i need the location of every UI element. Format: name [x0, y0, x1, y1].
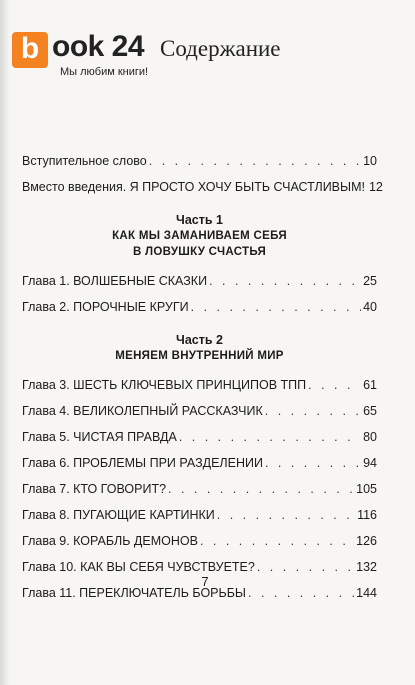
toc-entry-title: Вместо введения. Я ПРОСТО ХОЧУ БЫТЬ СЧАСТЛИВЫМ!: [22, 180, 365, 194]
dot-leader: [179, 426, 361, 448]
toc-entry-page: 94: [363, 456, 377, 470]
toc-entry: [22, 270, 377, 292]
dot-leader: [265, 452, 361, 474]
toc-entry-title: Глава 2. ПОРОЧНЫЕ КРУГИ: [22, 300, 189, 314]
toc-entry-title: Глава 8. ПУГАЮЩИЕ КАРТИНКИ: [22, 508, 215, 522]
part-title-line: МЕНЯЕМ ВНУТРЕННИЙ МИР: [115, 350, 284, 362]
toc-entry-page: 116: [357, 508, 377, 522]
dot-leader: [257, 556, 354, 578]
dot-leader: [308, 374, 361, 396]
dot-leader: [191, 296, 361, 318]
toc-entry-page: 40: [363, 300, 377, 314]
toc-entry-title: Глава 5. ЧИСТАЯ ПРАВДА: [22, 430, 177, 444]
toc-entry-title: Вступительное слово: [22, 154, 147, 168]
toc-entry-page: 10: [363, 154, 377, 168]
toc-entry-title: Глава 6. ПРОБЛЕМЫ ПРИ РАЗДЕЛЕНИИ: [22, 456, 263, 470]
part-heading: [22, 212, 377, 260]
toc-entry-title: Глава 4. ВЕЛИКОЛЕПНЫЙ РАССКАЗЧИК: [22, 404, 263, 418]
dot-leader: [265, 400, 361, 422]
toc-entry: [22, 426, 377, 448]
part-title-line: КАК МЫ ЗАМАНИВАЕМ СЕБЯ: [112, 230, 287, 242]
toc-entry-page: 126: [356, 534, 377, 548]
dot-leader: [149, 150, 361, 172]
part-heading: [22, 332, 377, 364]
logo-mark: b: [12, 32, 48, 68]
toc-entry: [22, 478, 377, 500]
toc-entry-title: Глава 7. КТО ГОВОРИТ?: [22, 482, 167, 496]
dot-leader: [209, 270, 361, 292]
dot-leader: [200, 530, 354, 552]
part-number: Часть 2: [176, 333, 223, 347]
dot-leader: [248, 582, 354, 604]
toc-entry: [22, 400, 377, 422]
dot-leader: [168, 478, 354, 500]
toc-entry: [22, 452, 377, 474]
toc-entry-page: 132: [356, 560, 377, 574]
toc-entry-title: Глава 1. ВОЛШЕБНЫЕ СКАЗКИ: [22, 274, 208, 288]
toc-entry-page: 12: [368, 180, 383, 194]
toc-entry: [22, 530, 377, 552]
logo-tagline: Мы любим книги!: [60, 66, 149, 78]
table-of-contents: [22, 150, 383, 608]
toc-entry-title: Глава 10. КАК ВЫ СЕБЯ ЧУВСТВУЕТЕ?: [22, 560, 255, 574]
page-edge-shadow: [0, 0, 10, 685]
toc-entry-page: 105: [356, 482, 377, 496]
page-heading: Содержание: [160, 36, 281, 61]
toc-entry: [22, 374, 377, 396]
part-title-line: В ЛОВУШКУ СЧАСТЬЯ: [132, 246, 267, 258]
page-number: 7: [201, 574, 209, 589]
book24-logo[interactable]: [12, 28, 281, 78]
logo-wordmark: ook 24: [52, 30, 145, 63]
toc-entry-page: 65: [363, 404, 377, 418]
toc-entry: [22, 176, 383, 198]
toc-entry-page: 80: [363, 430, 377, 444]
toc-entry-page: 25: [363, 274, 377, 288]
dot-leader: [217, 504, 355, 526]
toc-entry-page: 144: [356, 586, 377, 600]
toc-entry: [22, 504, 377, 526]
toc-entry-title: Глава 3. ШЕСТЬ КЛЮЧЕВЫХ ПРИНЦИПОВ ТПП: [22, 378, 307, 392]
toc-entry-title: Глава 11. ПЕРЕКЛЮЧАТЕЛЬ БОРЬБЫ: [22, 586, 246, 600]
toc-entry: [22, 150, 377, 172]
toc-entry: [22, 296, 377, 318]
toc-entry-page: 61: [363, 378, 377, 392]
toc-entry-title: Глава 9. КОРАБЛЬ ДЕМОНОВ: [22, 534, 198, 548]
part-number: Часть 1: [176, 213, 223, 227]
